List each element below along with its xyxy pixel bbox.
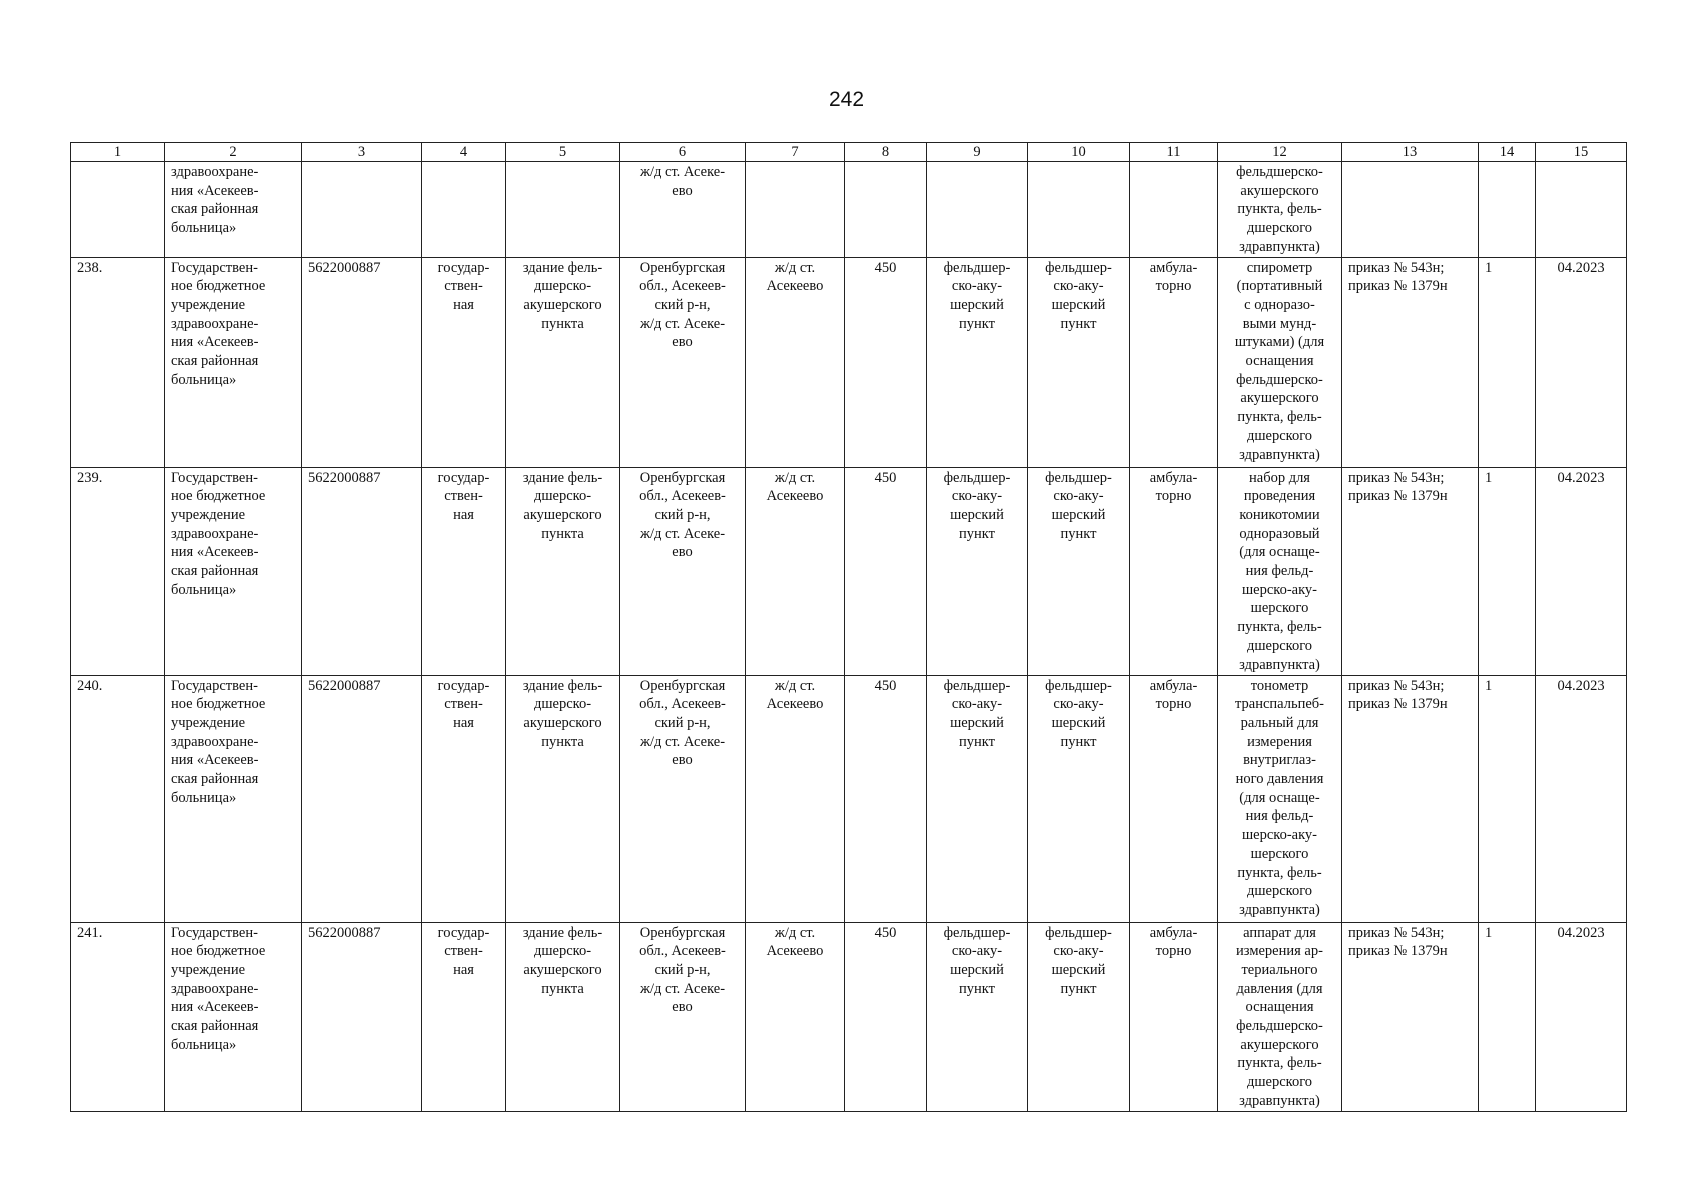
cell-locality: ж/д ст. Асекеево bbox=[746, 467, 845, 675]
column-header: 11 bbox=[1130, 143, 1218, 162]
cell-date: 04.2023 bbox=[1536, 922, 1627, 1111]
cell-ownership: государ- ствен- ная bbox=[422, 675, 506, 922]
cell-col11: амбула- торно bbox=[1130, 467, 1218, 675]
cell-quantity: 1 bbox=[1479, 675, 1536, 922]
cell-empty bbox=[845, 162, 927, 258]
cell-building: здание фель- дшерско- акушерского пункта bbox=[506, 257, 620, 467]
cell-building: здание фель- дшерско- акушерского пункта bbox=[506, 675, 620, 922]
cell-empty bbox=[71, 162, 165, 258]
continuation-row bbox=[71, 162, 1627, 258]
cell-quantity: 1 bbox=[1479, 922, 1536, 1111]
cell-col9: фельдшер- ско-аку- шерский пункт bbox=[927, 467, 1028, 675]
cell-quantity: 1 bbox=[1479, 257, 1536, 467]
cell-basis: приказ № 543н; приказ № 1379н bbox=[1342, 257, 1479, 467]
cell-col8: 450 bbox=[845, 922, 927, 1111]
column-header: 9 bbox=[927, 143, 1028, 162]
cell-locality: ж/д ст. Асекеево bbox=[746, 257, 845, 467]
cell-row-number: 238. bbox=[71, 257, 165, 467]
cell-col10: фельдшер- ско-аку- шерский пункт bbox=[1028, 257, 1130, 467]
cell-empty bbox=[746, 162, 845, 258]
cell-address: Оренбургская обл., Асекеев- ский р-н, ж/д ст. Асеке- ево bbox=[620, 257, 746, 467]
equipment-register-table bbox=[70, 142, 1627, 1112]
cell-col9: фельдшер- ско-аку- шерский пункт bbox=[927, 257, 1028, 467]
cell-inn: 5622000887 bbox=[302, 467, 422, 675]
table-row bbox=[71, 922, 1627, 1111]
cell-row-number: 241. bbox=[71, 922, 165, 1111]
cell-locality: ж/д ст. Асекеево bbox=[746, 675, 845, 922]
cell-basis: приказ № 543н; приказ № 1379н bbox=[1342, 675, 1479, 922]
cell-equipment: тонометр транспальпеб- ральный для измерения внутриглаз- ного давления (для оснаще- ния фельд- шерско-аку- шерского пункта, фель- дшерского здравпункта) bbox=[1218, 675, 1342, 922]
cell-empty bbox=[1028, 162, 1130, 258]
cell-address: Оренбургская обл., Асекеев- ский р-н, ж/д ст. Асеке- ево bbox=[620, 922, 746, 1111]
column-header: 7 bbox=[746, 143, 845, 162]
cell-empty bbox=[422, 162, 506, 258]
column-header: 5 bbox=[506, 143, 620, 162]
cell-col10: фельдшер- ско-аку- шерский пункт bbox=[1028, 922, 1130, 1111]
column-header: 4 bbox=[422, 143, 506, 162]
column-header: 13 bbox=[1342, 143, 1479, 162]
cell-empty bbox=[927, 162, 1028, 258]
cell-organization: здравоохране- ния «Асекеев- ская районная больница» bbox=[165, 162, 302, 258]
column-header: 1 bbox=[71, 143, 165, 162]
column-header: 6 bbox=[620, 143, 746, 162]
cell-inn: 5622000887 bbox=[302, 675, 422, 922]
cell-empty bbox=[1342, 162, 1479, 258]
page-number: 242 bbox=[828, 88, 865, 111]
cell-equipment: аппарат для измерения ар- териального давления (для оснащения фельдшерско- акушерского пункта, фель- дшерского здравпункта) bbox=[1218, 922, 1342, 1111]
cell-ownership: государ- ствен- ная bbox=[422, 467, 506, 675]
column-header: 10 bbox=[1028, 143, 1130, 162]
cell-inn: 5622000887 bbox=[302, 257, 422, 467]
cell-empty bbox=[1130, 162, 1218, 258]
cell-date: 04.2023 bbox=[1536, 675, 1627, 922]
cell-organization: Государствен- ное бюджетное учреждение здравоохране- ния «Асекеев- ская районная больница» bbox=[165, 675, 302, 922]
cell-col8: 450 bbox=[845, 675, 927, 922]
cell-empty bbox=[302, 162, 422, 258]
cell-organization: Государствен- ное бюджетное учреждение здравоохране- ния «Асекеев- ская районная больница» bbox=[165, 257, 302, 467]
cell-row-number: 239. bbox=[71, 467, 165, 675]
cell-col10: фельдшер- ско-аку- шерский пункт bbox=[1028, 675, 1130, 922]
cell-col9: фельдшер- ско-аку- шерский пункт bbox=[927, 922, 1028, 1111]
cell-col11: амбула- торно bbox=[1130, 922, 1218, 1111]
table-row bbox=[71, 675, 1627, 922]
cell-equipment: спирометр (портативный с одноразо- выми мунд- штуками) (для оснащения фельдшерско- акушерского пункта, фель- дшерского здравпункта) bbox=[1218, 257, 1342, 467]
cell-col8: 450 bbox=[845, 257, 927, 467]
cell-row-number: 240. bbox=[71, 675, 165, 922]
cell-basis: приказ № 543н; приказ № 1379н bbox=[1342, 467, 1479, 675]
column-header: 15 bbox=[1536, 143, 1627, 162]
cell-organization: Государствен- ное бюджетное учреждение здравоохране- ния «Асекеев- ская районная больница» bbox=[165, 467, 302, 675]
cell-equipment: фельдшерско- акушерского пункта, фель- дшерского здравпункта) bbox=[1218, 162, 1342, 258]
cell-ownership: государ- ствен- ная bbox=[422, 922, 506, 1111]
cell-col8: 450 bbox=[845, 467, 927, 675]
cell-building: здание фель- дшерско- акушерского пункта bbox=[506, 467, 620, 675]
cell-col10: фельдшер- ско-аку- шерский пункт bbox=[1028, 467, 1130, 675]
column-number-header-row bbox=[71, 143, 1627, 162]
cell-address: Оренбургская обл., Асекеев- ский р-н, ж/д ст. Асеке- ево bbox=[620, 467, 746, 675]
cell-quantity: 1 bbox=[1479, 467, 1536, 675]
cell-empty bbox=[506, 162, 620, 258]
cell-address: ж/д ст. Асеке- ево bbox=[620, 162, 746, 258]
cell-date: 04.2023 bbox=[1536, 467, 1627, 675]
column-header: 2 bbox=[165, 143, 302, 162]
table-row bbox=[71, 257, 1627, 467]
column-header: 8 bbox=[845, 143, 927, 162]
cell-equipment: набор для проведения коникотомии одноразовый (для оснаще- ния фельд- шерско-аку- шерского пункта, фель- дшерского здравпункта) bbox=[1218, 467, 1342, 675]
cell-empty bbox=[1536, 162, 1627, 258]
cell-col11: амбула- торно bbox=[1130, 257, 1218, 467]
column-header: 12 bbox=[1218, 143, 1342, 162]
cell-building: здание фель- дшерско- акушерского пункта bbox=[506, 922, 620, 1111]
cell-empty bbox=[1479, 162, 1536, 258]
cell-basis: приказ № 543н; приказ № 1379н bbox=[1342, 922, 1479, 1111]
cell-ownership: государ- ствен- ная bbox=[422, 257, 506, 467]
column-header: 3 bbox=[302, 143, 422, 162]
cell-inn: 5622000887 bbox=[302, 922, 422, 1111]
column-header: 14 bbox=[1479, 143, 1536, 162]
cell-col9: фельдшер- ско-аку- шерский пункт bbox=[927, 675, 1028, 922]
table-row bbox=[71, 467, 1627, 675]
cell-organization: Государствен- ное бюджетное учреждение здравоохране- ния «Асекеев- ская районная больница» bbox=[165, 922, 302, 1111]
cell-locality: ж/д ст. Асекеево bbox=[746, 922, 845, 1111]
cell-col11: амбула- торно bbox=[1130, 675, 1218, 922]
cell-date: 04.2023 bbox=[1536, 257, 1627, 467]
cell-address: Оренбургская обл., Асекеев- ский р-н, ж/д ст. Асеке- ево bbox=[620, 675, 746, 922]
